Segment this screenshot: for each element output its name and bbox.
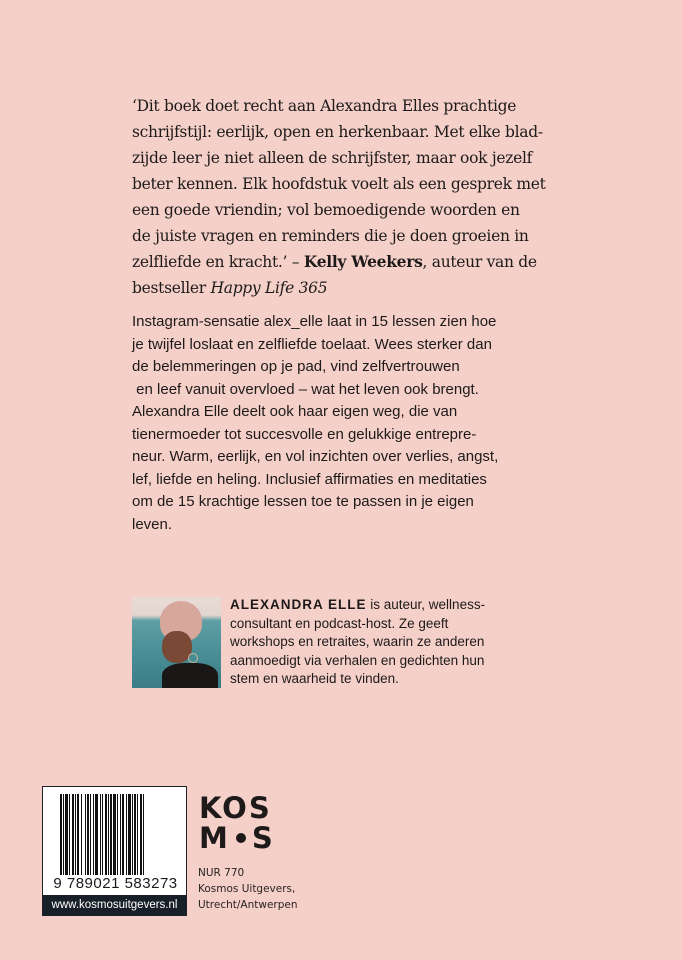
endorsement-quote [132, 93, 572, 301]
publisher-url: www.kosmosuitgevers.nl [43, 895, 186, 915]
isbn-barcode [42, 786, 187, 916]
bio-line: aanmoedigt via verhalen en gedichten hun [230, 652, 485, 668]
blurb-line: om de 15 krachtige lessen toe te passen in je eigen [132, 493, 474, 510]
barcode-bar [144, 794, 145, 880]
bio-line: workshops en retraites, waarin ze anderen [230, 634, 485, 649]
author-photo-body [162, 663, 218, 688]
author-bio-text [230, 596, 560, 689]
blurb-line: tienermoeder tot succesvolle en gelukkige entrepre- [132, 425, 477, 443]
blurb-line: leven. [132, 515, 173, 533]
publisher-location: Utrecht/Antwerpen [198, 899, 298, 911]
logo-letter: S [251, 821, 275, 855]
bio-text: is auteur, wellness- [366, 597, 486, 612]
quote-text: zelfliefde en kracht.’ – [132, 253, 304, 271]
blurb-line: en leef vanuit overvloed – wat het leven ook brengt. [132, 380, 479, 398]
blurb-line: Alexandra Elle deelt ook haar eigen weg, die van [132, 403, 458, 420]
quote-line: zijde leer je niet alleen de schrijfster, maar ook jezelf [132, 149, 533, 167]
logo-dot-icon [236, 833, 246, 843]
quote-text: bestseller [132, 279, 211, 297]
author-name: ALEXANDRA ELLE [230, 597, 367, 612]
quote-line: beter kennen. Elk hoofdstuk voelt als een gesprek met [132, 175, 546, 193]
author-photo-earring [188, 653, 198, 663]
isbn-number-wrap [49, 875, 182, 895]
publisher-name: Kosmos Uitgevers, [198, 883, 296, 895]
quote-line [132, 275, 572, 301]
blurb-line: je twijfel loslaat en zelfliefde toelaat. Wees sterker dan [132, 335, 492, 353]
logo-letter: M [199, 821, 230, 855]
quote-book-title: Happy Life 365 [210, 279, 328, 297]
kosmos-logo [199, 793, 275, 853]
isbn-number: 9 789021 583273 [49, 875, 182, 892]
quote-line [132, 249, 572, 275]
quote-line: schrijfstijl: eerlijk, open en herkenbaar. Met elke blad- [132, 123, 543, 141]
blurb-line: de belemmeringen op je pad, vind zelfvertrouwen [132, 358, 460, 375]
logo-row-1: KOS [199, 791, 272, 825]
quote-line: ‘Dit boek doet recht aan Alexandra Elles prachtige [132, 97, 517, 115]
quote-line: de juiste vragen en reminders die je doen groeien in [132, 227, 529, 245]
publisher-imprint [198, 865, 298, 913]
blurb-line: neur. Warm, eerlijk, en vol inzichten over verlies, angst, [132, 448, 499, 465]
author-photo [132, 597, 221, 688]
quote-line: een goede vriendin; vol bemoedigende woorden en [132, 201, 520, 219]
bio-line [230, 596, 560, 615]
nur-code: NUR 770 [198, 867, 245, 879]
logo-row-2 [199, 823, 275, 853]
bio-line: consultant en podcast-host. Ze geeft [230, 615, 449, 631]
blurb-line: lef, liefde en heling. Inclusief affirmaties en meditaties [132, 470, 487, 488]
blurb-line: Instagram-sensatie alex_elle laat in 15 lessen zien hoe [132, 313, 497, 330]
bio-line: stem en waarheid te vinden. [230, 671, 399, 686]
quote-text: , auteur van de [422, 253, 537, 271]
book-blurb [132, 311, 572, 536]
barcode-bars [60, 794, 172, 880]
quote-author: Kelly Weekers [303, 252, 423, 271]
